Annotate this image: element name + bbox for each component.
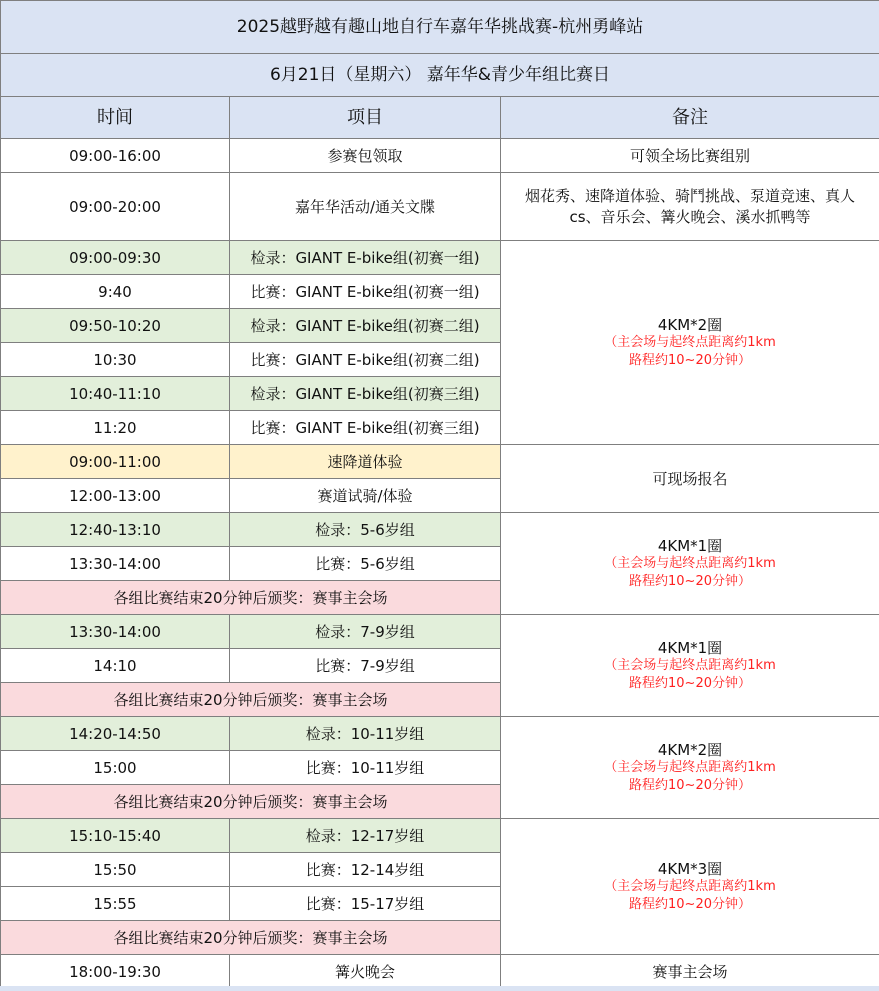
item-cell: 篝火晚会 <box>230 955 501 989</box>
time-cell: 09:00-16:00 <box>1 139 230 173</box>
note-main: 4KM*3圈 <box>657 859 723 878</box>
time-cell: 9:40 <box>1 275 230 309</box>
bottom-strip <box>0 986 879 991</box>
note-cell-ebike <box>501 241 879 445</box>
note-red-line2: 路程约10~20分钟） <box>629 573 751 589</box>
time-cell: 10:40-11:10 <box>1 377 230 411</box>
column-header-item: 项目 <box>230 97 501 139</box>
table-row <box>1 615 879 649</box>
note-red-line2: 路程约10~20分钟） <box>629 777 751 793</box>
note-cell-onsite: 可现场报名 <box>501 445 879 513</box>
time-cell: 15:55 <box>1 887 230 921</box>
award-cell: 各组比赛结束20分钟后颁奖：赛事主会场 <box>1 785 501 819</box>
note-red-line1: （主会场与起终点距离约1km <box>604 555 776 571</box>
note-main: 4KM*1圈 <box>657 638 723 657</box>
item-cell: 比赛：GIANT E-bike组(初赛二组) <box>230 343 501 377</box>
time-cell: 09:00-20:00 <box>1 173 230 241</box>
item-cell: 检录：7-9岁组 <box>230 615 501 649</box>
table-row <box>1 717 879 751</box>
note-cell-10-11 <box>501 717 879 819</box>
time-cell: 12:40-13:10 <box>1 513 230 547</box>
item-cell: 比赛：5-6岁组 <box>230 547 501 581</box>
table-row <box>1 955 879 989</box>
time-cell: 14:10 <box>1 649 230 683</box>
item-cell: 检录：GIANT E-bike组(初赛一组) <box>230 241 501 275</box>
column-header-note: 备注 <box>501 97 879 139</box>
item-cell: 比赛：15-17岁组 <box>230 887 501 921</box>
item-cell: 速降道体验 <box>230 445 501 479</box>
item-cell: 比赛：GIANT E-bike组(初赛一组) <box>230 275 501 309</box>
day-title: 6月21日（星期六） 嘉年华&青少年组比赛日 <box>1 54 879 97</box>
item-cell: 比赛：10-11岁组 <box>230 751 501 785</box>
note-red-line2: 路程约10~20分钟） <box>629 352 751 368</box>
award-cell: 各组比赛结束20分钟后颁奖：赛事主会场 <box>1 683 501 717</box>
table-row <box>1 173 879 241</box>
note-cell: 烟花秀、速降道体验、骑鬥挑战、泵道竞速、真人cs、音乐会、篝火晚会、溪水抓鸭等 <box>501 173 879 241</box>
note-cell-7-9 <box>501 615 879 717</box>
note-red-line2: 路程约10~20分钟） <box>629 675 751 691</box>
item-cell: 比赛：7-9岁组 <box>230 649 501 683</box>
note-cell: 赛事主会场 <box>501 955 879 989</box>
table-row <box>1 139 879 173</box>
time-cell: 11:20 <box>1 411 230 445</box>
table-row <box>1 513 879 547</box>
time-cell: 13:30-14:00 <box>1 547 230 581</box>
item-cell: 检录：GIANT E-bike组(初赛二组) <box>230 309 501 343</box>
time-cell: 10:30 <box>1 343 230 377</box>
time-cell: 15:00 <box>1 751 230 785</box>
time-cell: 13:30-14:00 <box>1 615 230 649</box>
table-row <box>1 241 879 275</box>
event-title: 2025越野越有趣山地自行车嘉年华挑战赛-杭州勇峰站 <box>1 1 879 54</box>
item-cell: 检录：GIANT E-bike组(初赛三组) <box>230 377 501 411</box>
time-cell: 09:00-09:30 <box>1 241 230 275</box>
note-red-line1: （主会场与起终点距离约1km <box>604 334 776 350</box>
time-cell: 09:50-10:20 <box>1 309 230 343</box>
item-cell: 赛道试骑/体验 <box>230 479 501 513</box>
note-main: 4KM*2圈 <box>657 740 723 759</box>
time-cell: 14:20-14:50 <box>1 717 230 751</box>
note-red-line1: （主会场与起终点距离约1km <box>604 657 776 673</box>
item-cell: 检录：12-17岁组 <box>230 819 501 853</box>
item-cell: 嘉年华活动/通关文牒 <box>230 173 501 241</box>
column-header-time: 时间 <box>1 97 230 139</box>
time-cell: 09:00-11:00 <box>1 445 230 479</box>
item-cell: 比赛：12-14岁组 <box>230 853 501 887</box>
time-cell: 15:10-15:40 <box>1 819 230 853</box>
note-cell: 可领全场比赛组别 <box>501 139 879 173</box>
award-cell: 各组比赛结束20分钟后颁奖：赛事主会场 <box>1 581 501 615</box>
note-red-line1: （主会场与起终点距离约1km <box>604 878 776 894</box>
award-cell: 各组比赛结束20分钟后颁奖：赛事主会场 <box>1 921 501 955</box>
note-cell-5-6 <box>501 513 879 615</box>
note-main: 4KM*1圈 <box>657 536 723 555</box>
item-cell: 检录：5-6岁组 <box>230 513 501 547</box>
note-cell-12-17 <box>501 819 879 955</box>
item-cell: 比赛：GIANT E-bike组(初赛三组) <box>230 411 501 445</box>
table-row <box>1 819 879 853</box>
item-cell: 参赛包领取 <box>230 139 501 173</box>
table-row <box>1 445 879 479</box>
time-cell: 18:00-19:30 <box>1 955 230 989</box>
time-cell: 12:00-13:00 <box>1 479 230 513</box>
item-cell: 检录：10-11岁组 <box>230 717 501 751</box>
note-red-line1: （主会场与起终点距离约1km <box>604 759 776 775</box>
note-main: 4KM*2圈 <box>657 315 723 334</box>
note-red-line2: 路程约10~20分钟） <box>629 896 751 912</box>
time-cell: 15:50 <box>1 853 230 887</box>
